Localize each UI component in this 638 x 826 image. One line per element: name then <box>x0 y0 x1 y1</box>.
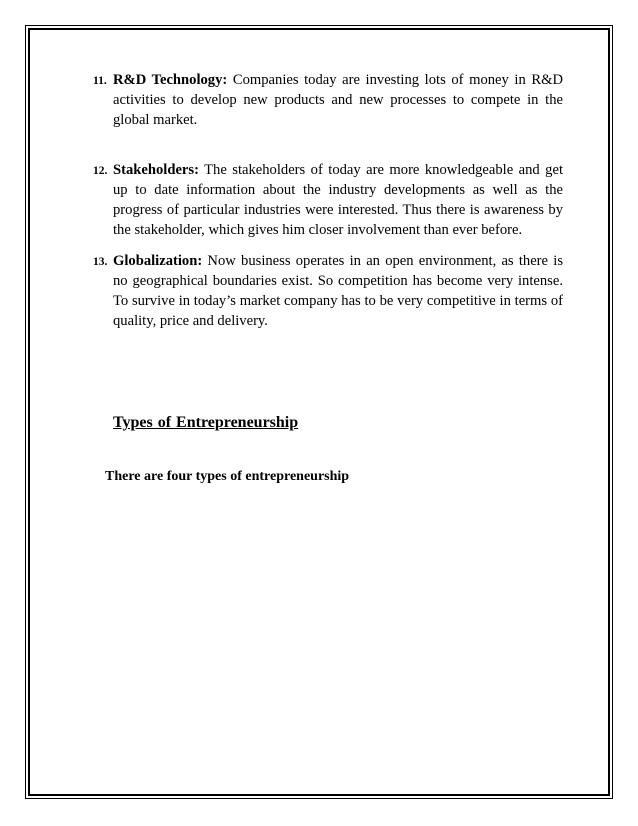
section-heading: Types of Entrepreneurship <box>113 414 299 431</box>
item-text: Companies today are investing lots of money in R&D activities to develop new products and new processes to compete in the global market. <box>113 72 563 128</box>
section-intro: There are four types of entrepreneurship <box>105 469 350 484</box>
item-body <box>113 70 563 130</box>
item-number: 13. <box>93 256 108 268</box>
item-number: 12. <box>93 165 108 177</box>
item-text: Now business operates in an open environment, as there is no geographical boundaries exist. So competition has become very intense. To survive in today’s market company has to be very competitive in terms of quality, price and delivery. <box>113 253 563 329</box>
page-border-inner <box>28 28 610 796</box>
list-item-globalization <box>93 251 563 331</box>
item-number: 11. <box>93 75 107 87</box>
list-item-stakeholders <box>93 160 563 240</box>
item-heading: R&D Technology: <box>113 72 228 88</box>
list-item-rd-technology <box>93 70 563 130</box>
item-heading: Globalization: <box>113 253 203 269</box>
item-text: The stakeholders of today are more knowledgeable and get up to date information about the industry developments as well as the progress of particular industries were interested. Thus there is awareness by the stakeholder, which gives him closer involvement than ever before. <box>113 162 563 238</box>
item-body <box>113 160 563 240</box>
item-body <box>113 251 563 331</box>
item-heading: Stakeholders: <box>113 162 199 178</box>
